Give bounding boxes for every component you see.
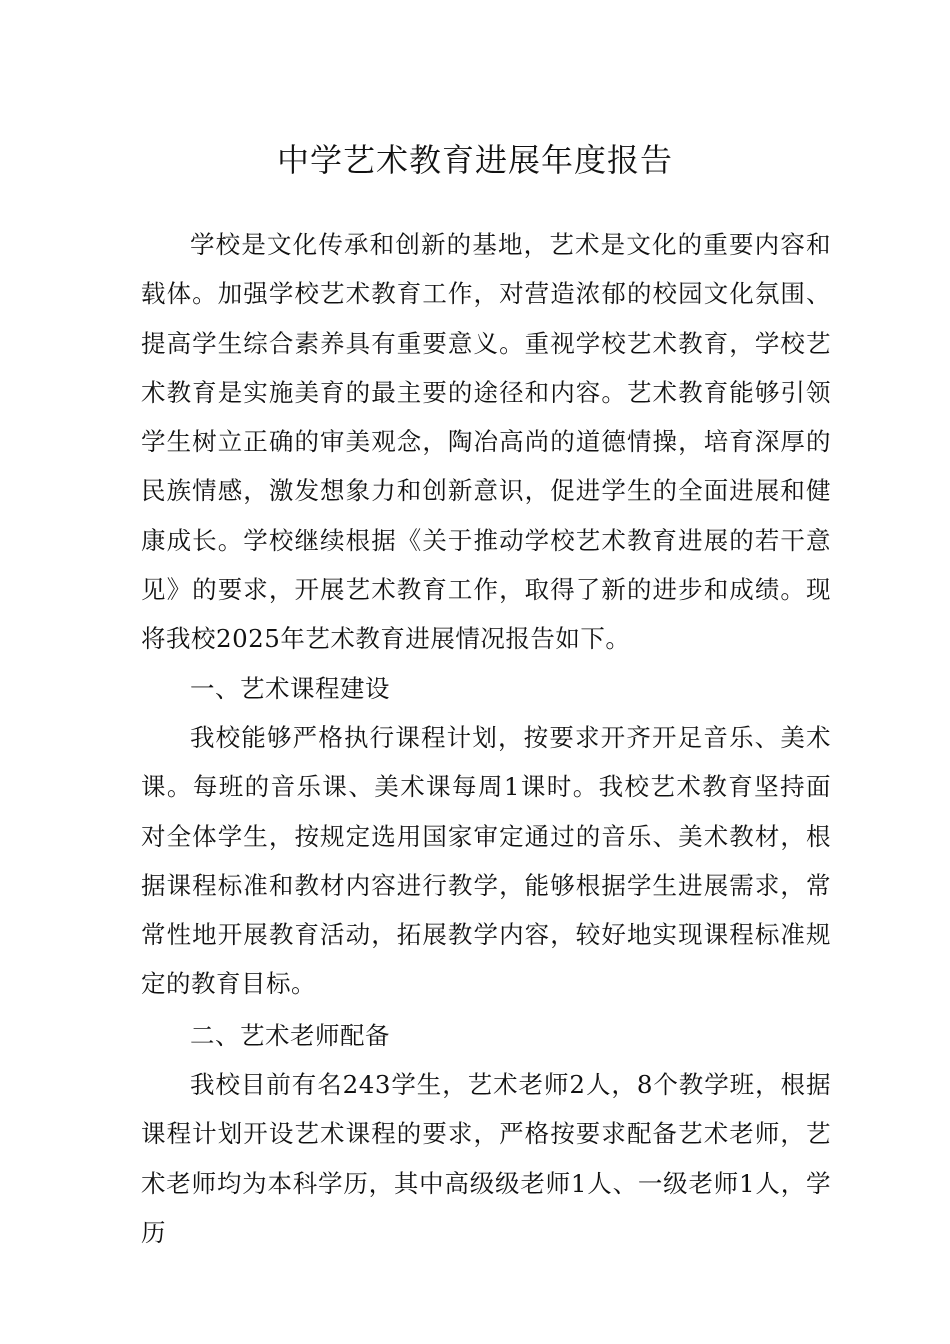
- section-paragraph-teachers: 我校目前有名243学生，艺术老师2人，8个教学班，根据课程计划开设艺术课程的要求，严格按要求配备艺术老师，艺术老师均为本科学历，其中高级级老师1人、一级老师1人，学历: [141, 1070, 831, 1247]
- section-heading-courses: 一、艺术课程建设: [190, 673, 390, 703]
- document-title: 中学艺术教育进展年度报告: [276, 141, 673, 179]
- intro-paragraph: 学校是文化传承和创新的基地，艺术是文化的重要内容和载体。加强学校艺术教育工作，对营造浓郁的校园文化氛围、提高学生综合素养具有重要意义。重视学校艺术教育，学校艺术教育是实施美育的最主要的途径和内容。艺术教育能够引领学生树立正确的审美观念，陶冶高尚的道德情操，培育深厚的民族情感，激发想象力和创新意识，促进学生的全面进展和健康成长。学校继续根据《关于推动学校艺术教育进展的若干意见》的要求，开展艺术教育工作，取得了新的进步和成绩。现将我校2025年艺术教育进展情况报告如下。: [141, 230, 831, 654]
- section-paragraph-courses: 我校能够严格执行课程计划，按要求开齐开足音乐、美术课。每班的音乐课、美术课每周1课时。我校艺术教育坚持面对全体学生，按规定选用国家审定通过的音乐、美术教材，根据课程标准和教材内容进行教学，能够根据学生进展需求，常常性地开展教育活动，拓展教学内容，较好地实现课程标准规定的教育目标。: [141, 722, 831, 999]
- document-body: [141, 220, 831, 1257]
- section-heading-teachers: 二、艺术老师配备: [190, 1020, 390, 1050]
